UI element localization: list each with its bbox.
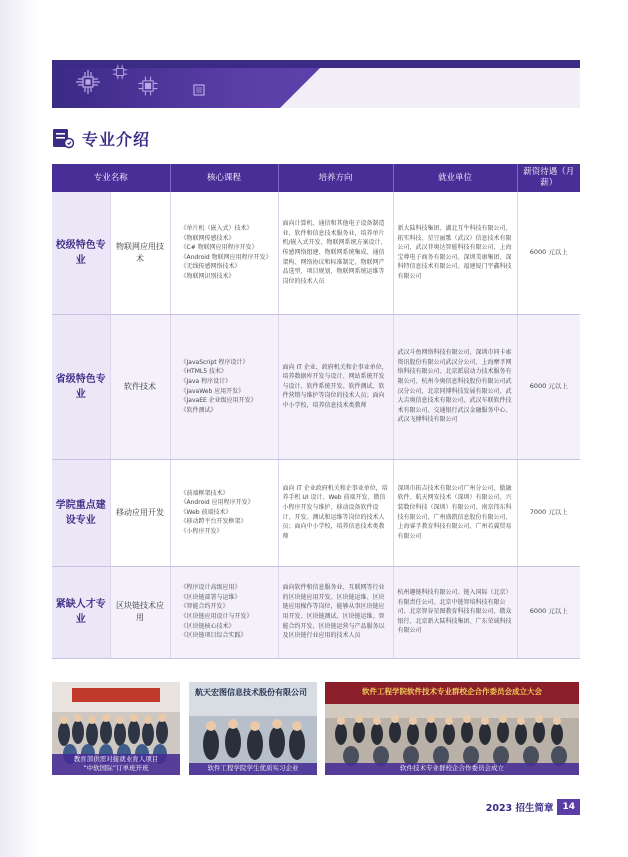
row-major: 物联网应用技术 [110,192,170,314]
row-employers: 深圳市拓吉技术有限公司广州分公司、傲融软件、航天网安技术（深圳）有限公司、兴装数位科技（深圳）有限公司、南京伟东科技有限公司、广州盛凯信息股份有限公司、上海睿孚教育科技有限公司、广州若翼贸易有限公司 [393,459,517,566]
row-direction: 面向计算机、通信和其他电子设备制造业、软件和信息技术服务业，培养单片机/嵌入式开发、物联网系统方案设计、传感网络组建、物联网系统集成、通信架构、网络协议和标准制定、物联网产品选型、项目规划、物联网系统运维等岗位的技术人员 [278,192,393,314]
row-level: 校级特色专业 [52,192,110,314]
table-row [52,459,580,566]
course-item: 《JavaScript 程序设计》 [180,358,249,366]
course-item: 《HTML5 技术》 [180,368,227,376]
row-direction: 面向 IT 企业政府机关和企事业单位，培养手机 UI 设计、Web 前端开发、微信小程序开发与维护、移动设备软件设计、开发、测试和运维等岗位的技术人员；面向中小学校，培养信息技术类教师 [278,459,393,566]
circuit-chip-icon [74,68,102,96]
photo-caption: 软件技术专业群校企合作委员会成立 [325,763,579,775]
course-item: 《区块链部署与运维》 [180,593,241,601]
header-salary: 薪资待遇（月薪） [517,164,580,192]
footer-title: 2023 招生简章 [485,803,554,814]
course-item: 《单片机（嵌入式）技术》 [180,224,253,232]
course-item: 《前端框架技术》 [180,489,229,497]
row-level: 紧缺人才专业 [52,566,110,658]
row-salary: 6000 元以上 [517,314,580,459]
header-employers: 就业单位 [393,164,517,192]
circuit-chip-small-icon [110,62,130,82]
row-direction: 面向 IT 企业、政府机关和企事业单位，培养数据库开发与设计、网站系统开发与设计、软件系统开发、软件测试、软件营销与维护等岗位的技术人员；面向中小学校，培养信息技术类教师 [278,314,393,459]
header-courses: 核心课程 [170,164,278,192]
course-item: 《区块链项目综合实践》 [180,632,247,640]
row-level: 省级特色专业 [52,314,110,459]
row-direction: 面向软件和信息服务业、互联网等行业的区块链应用开发、区块链运维、区块链应用操作等岗位，能够从事区块链应用开发、区块链测试、区块链运维、智能合约开发、区块链运营与产品服务以及区块链行业应用的技术人员 [278,566,393,658]
row-courses [170,314,278,459]
course-item: 《区块链核心技术》 [180,622,235,630]
photo-caption [52,754,180,775]
photo-internship-company [189,682,317,775]
company-sign: 航天宏图信息技术股份有限公司 [195,688,307,697]
row-employers: 武汉斗鱼网络科技有限公司、深圳市同卡索资讯股份有限公司武汉分公司、上海摩孚网络科技有限公司、北京派晨动力技术服务有限公司、杭州今奥信息科技股份有限公司武汉分公司、北京同博科技发展有限公司、武大吉奥信息技术有限公司、武汉车联软件技术有限公司、交通银行武汉金融服务中心、武汉飞傅科技有限公司 [393,314,517,459]
course-item: 《区块链应用设计与开发》 [180,613,253,620]
event-banner-text: 软件工程学院软件技术专业群校企合作委员会成立大会 [362,687,542,696]
photo-caption: 软件工程学院学生优质实习企业 [189,763,317,775]
row-employers: 新大陆科技集团、湖北互牛科技有限公司、拓实科技、星豆丽歌（武汉）信息技术有限公司、武汉菲奥达智能科技有限公司、上海宝尊电子商务有限公司、深圳美康集团、深科特信息技术有限公司、福建厦门宇鑫科技有限公司 [393,192,517,314]
table-header-row [52,164,580,192]
table-row [52,192,580,314]
row-salary: 6000 元以上 [517,566,580,658]
page-number: 14 [557,799,580,815]
majors-table [52,164,580,659]
course-item: 《Android 物联网应用程序开发》 [180,253,272,261]
row-major: 软件技术 [110,314,170,459]
photo-order-class [52,682,180,775]
circuit-square-icon [192,82,206,96]
course-item: 《移动跨平台开发框架》 [180,518,247,526]
page-footer [486,799,580,815]
course-item: 《智能合约开发》 [180,603,229,611]
header-direction: 培养方向 [278,164,393,192]
header-major: 专业名称 [52,164,170,192]
course-item: 《JavaWeb 应用开发》 [180,387,245,395]
row-courses [170,459,278,566]
row-courses [170,192,278,314]
course-item: 《无线传感网络技术》 [180,263,241,271]
row-major: 区块链技术应用 [110,566,170,658]
section-book-icon [52,127,74,149]
caption-line: “中软国际”订单班开班 [83,764,149,772]
course-item: 《Android 应用程序开发》 [180,499,254,507]
header-banner [52,60,580,108]
section-heading [52,126,150,150]
course-item: 《程序设计高级应用》 [180,584,241,592]
row-salary: 6000 元以上 [517,192,580,314]
banner-light-panel [280,68,580,108]
row-major: 移动应用开发 [110,459,170,566]
course-item: 《C# 物联网应用程序开发》 [180,244,258,252]
circuit-chip-icon-2 [136,74,160,98]
section-title: 专业介绍 [82,129,151,149]
course-item: 《物联网传感技术》 [180,234,235,242]
course-item: 《Web 前端技术》 [180,508,232,516]
table-row [52,314,580,459]
course-item: 《软件测试》 [180,406,217,414]
row-level: 学院重点建设专业 [52,459,110,566]
caption-line: 教育部供需对接就业育人项目 [73,755,159,763]
page-spine-shadow [0,0,38,857]
course-item: 《JavaEE 企业级应用开发》 [180,397,257,405]
banner-top-stripe [52,60,580,68]
table-row [52,566,580,658]
course-item: 《Java 程序设计》 [180,377,232,385]
row-salary: 7000 元以上 [517,459,580,566]
course-item: 《小程序开发》 [180,527,223,535]
row-employers: 杭州趣链科技有限公司、链入国际（北京）有限责任公司、北京中链智培科技有限公司、北京智谷星图教育科技有限公司、微众银行、北京新大陆科技集团、广东荣诚科技有限公司 [393,566,517,658]
photo-committee [325,682,579,775]
course-item: 《物联网识别技术》 [180,272,235,280]
row-courses [170,566,278,658]
